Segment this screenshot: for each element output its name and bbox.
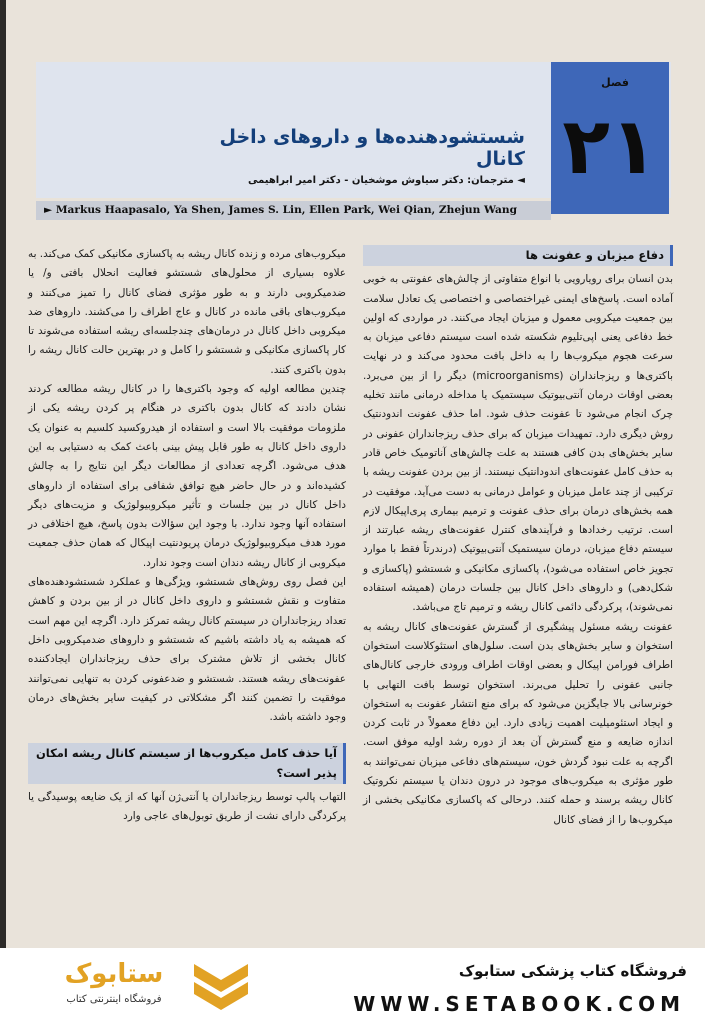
chapter-title: شستشودهنده‌ها و داروهای داخل کانال xyxy=(219,126,525,170)
store-logo-text: ستابوک xyxy=(64,959,164,989)
store-logo-subtitle: فروشگاه اینترنتی کتاب xyxy=(66,994,162,1005)
store-logo-icon xyxy=(190,960,252,1014)
chapter-number: ۲۱ xyxy=(562,102,658,192)
paragraph: میکروب‌های مرده و زنده کانال ریشه به پاکسازی مکانیکی کمک می‌کند. به علاوه بسیاری از محلول‌های شستشو فعالیت انحلال بافتی و/ یا ضدمیکروبی دارند و به طور مؤثری فضای کانال را تمیز می‌کنند و میکروب‌های باقی مانده در کانال و عاج اطراف را می‌کشند. داروهای ضد میکروبی داخل کانال در درمان‌های چندجلسه‌ای ریشه استفاده می‌شوند تا کار پاکسازی مکانیکی و شستشو را کامل و در بهترین حالت کانال ریشه را بدون باکتری کنند. xyxy=(28,248,346,376)
left-column xyxy=(28,245,346,827)
translators-line: ◄ مترجمان: دکتر سیاوش موشخیان - دکتر امیر ابراهیمی xyxy=(247,175,525,186)
store-name: فروشگاه کتاب پزشکی ستابوک xyxy=(458,962,687,980)
store-url[interactable]: WWW.SETABOOK.COM xyxy=(353,992,685,1016)
paragraph: چندین مطالعه اولیه که وجود باکتری‌ها را در کانال ریشه مطالعه کردند نشان دادند که کانال بدون باکتری در هنگام پر کردن ریشه یکی از ملزومات موفقیت بالا است و استفاده از هیدروکسید کلسیم به عنوان یک داروی داخل کانال به طور قابل پیش بینی باعث کمک به دستیابی به این هدف می‌شود. اگرچه تعدادی از مطالعات دیگر این نتایج را به چالش کشیده‌اند و در حال حاضر هیچ توافق شفافی برای استفاده از داروهای داخل کانال در بین جلسات و تأثیر میکروبیولوژیک و مزیت‌های دیگر استفاده آنها وجود ندارد. با وجود این سؤالات بدون پاسخ، هیچ اختلافی در مورد هدف میکروبیولوژیک درمان پریودنتیت اپیکال که همان حذف جمعیت میکروبی از کانال ریشه دندان است وجود ندارد. xyxy=(28,383,346,569)
chapter-number-box xyxy=(551,62,669,214)
section-heading-host-defense: دفاع میزبان و عفونت ها xyxy=(363,245,673,266)
store-footer xyxy=(0,948,705,1024)
paragraph: بدن انسان برای رویارویی با انواع متفاوتی از چالش‌های عفونتی به خوبی آماده است. پاسخ‌های ایمنی غیراختصاصی و اختصاصی یک تعادل سلامت بین جمعیت میکروبی معمول و میزبان ایجاد می‌کنند. در مواردی که اولین خط دفاعی یعنی اپی‌تلیوم شکسته شده است سیستم دفاعی میزبان به سرعت هجوم میکروب‌ها را به داخل بافت محدود می‌کند و در نهایت باکتری‌ها و ریزجانداران (microorganisms) دیگر را از بین می‌برد. بعضی اوقات درمان آنتی‌بیوتیک سیستمیک یا مداخله درمانی مانند تخلیه چرک انجام می‌شود تا عفونت حذف شود. اما حذف عفونت اندودنتیک روش دیگری دارد. تمهیدات میزبان که برای حذف ریزجانداران عفونی در سایر بخش‌های بدن کافی هستند به علت چالش‌های آناتومیک خاص قادر به حذف کامل عفونت‌های اندودانتیک نیستند. از بین بردن عفونت ریشه با ترکیبی از چند عامل میزبان و عوامل درمانی به دست می‌آید. موفقیت در همه بخش‌های درمان برای حذف عفونت و ترمیم بیماری پری‌اپیکال لازم است. ترتیب رخدادها و فرآیندهای کنترل عفونت‌های ریشه عبارتند از سیستم دفاع میزبان، درمان سیستمیک آنتی‌بیوتیک (درندرتاً فقط با موارد تجویز خاص استفاده می‌شود)، پاکسازی مکانیکی و شستشو (پاکسازی و شکل‌دهی) و داروهای داخل کانال بین جلسات درمان (همیشه استفاده نمی‌شوند)، پرکردگی دائمی کانال ریشه و ترمیم تاج می‌باشد. xyxy=(363,273,673,614)
section-heading-microbe-removal: آیا حذف کامل میکروب‌ها از سیستم کانال ریشه امکان پذیر است؟ xyxy=(28,743,346,784)
book-page xyxy=(6,0,705,948)
paragraph: عفونت ریشه مسئول پیشگیری از گسترش عفونت‌های کانال ریشه به استخوان و سایر بخش‌های بدن است. سلول‌های استئوکلاست استخوان اطراف فورامن اپیکال و بعضی اوقات اطراف ورودی خارجی کانال‌های جانبی عفونی را تحلیل می‌برند. استخوان توسط بافت التهابی با خونرسانی بالا جایگزین می‌شود که برای منع انتشار عفونت به استخوان و ایجاد استئومیلیت اهمیت زیادی دارد. این دفاع معمولاً در ثابت کردن اندازه ضایعه و منع گسترش آن بعد از دوره رشد اولیه موفق است. اگرچه به علت نبود گردش خون، سیستم‌های دفاعی میزبان نمی‌توانند به طور مؤثری به میکروب‌های موجود در درون دندان یا سیستم نکروتیک کانال ریشه برسند و حمله کنند. درحالی که پاکسازی مکانیکی بخشی از میکروب‌ها را از فضای کانال xyxy=(363,620,673,826)
paragraph: این فصل روی روش‌های شستشو، ویژگی‌ها و عملکرد شستشودهنده‌های متفاوت و نقش شستشو و داروی داخل کانال در از بین بردن و کاهش تعداد ریزجانداران در سیستم کانال ریشه تمرکز دارد. اگرچه این مهم است که همیشه به یاد داشته باشیم که شستشو و داروهای ضدمیکروبی داخل کانال بخشی از تلاش مشترک برای حذف ریزجانداران ایجادکننده عفونت‌های ریشه هستند. شستشو و ضدعفونی کردن به تنهایی نمی‌توانند موفقیت را تضمین کنند اگر مشکلاتی در کیفیت سایر بخش‌های درمان وجود داشته باشد. xyxy=(28,576,346,724)
right-column xyxy=(363,245,673,830)
paragraph: التهاب پالپ توسط ریزجانداران یا آنتی‌ژن آنها که از یک ضایعه پوسیدگی یا پرکردگی دارای نشت از طریق توبول‌های عاجی وارد xyxy=(28,791,346,823)
chapter-label: فصل xyxy=(601,76,629,89)
authors-bar: ► Markus Haapasalo, Ya Shen, James S. Lin, Ellen Park, Wei Qian, Zhejun Wang xyxy=(36,201,551,220)
